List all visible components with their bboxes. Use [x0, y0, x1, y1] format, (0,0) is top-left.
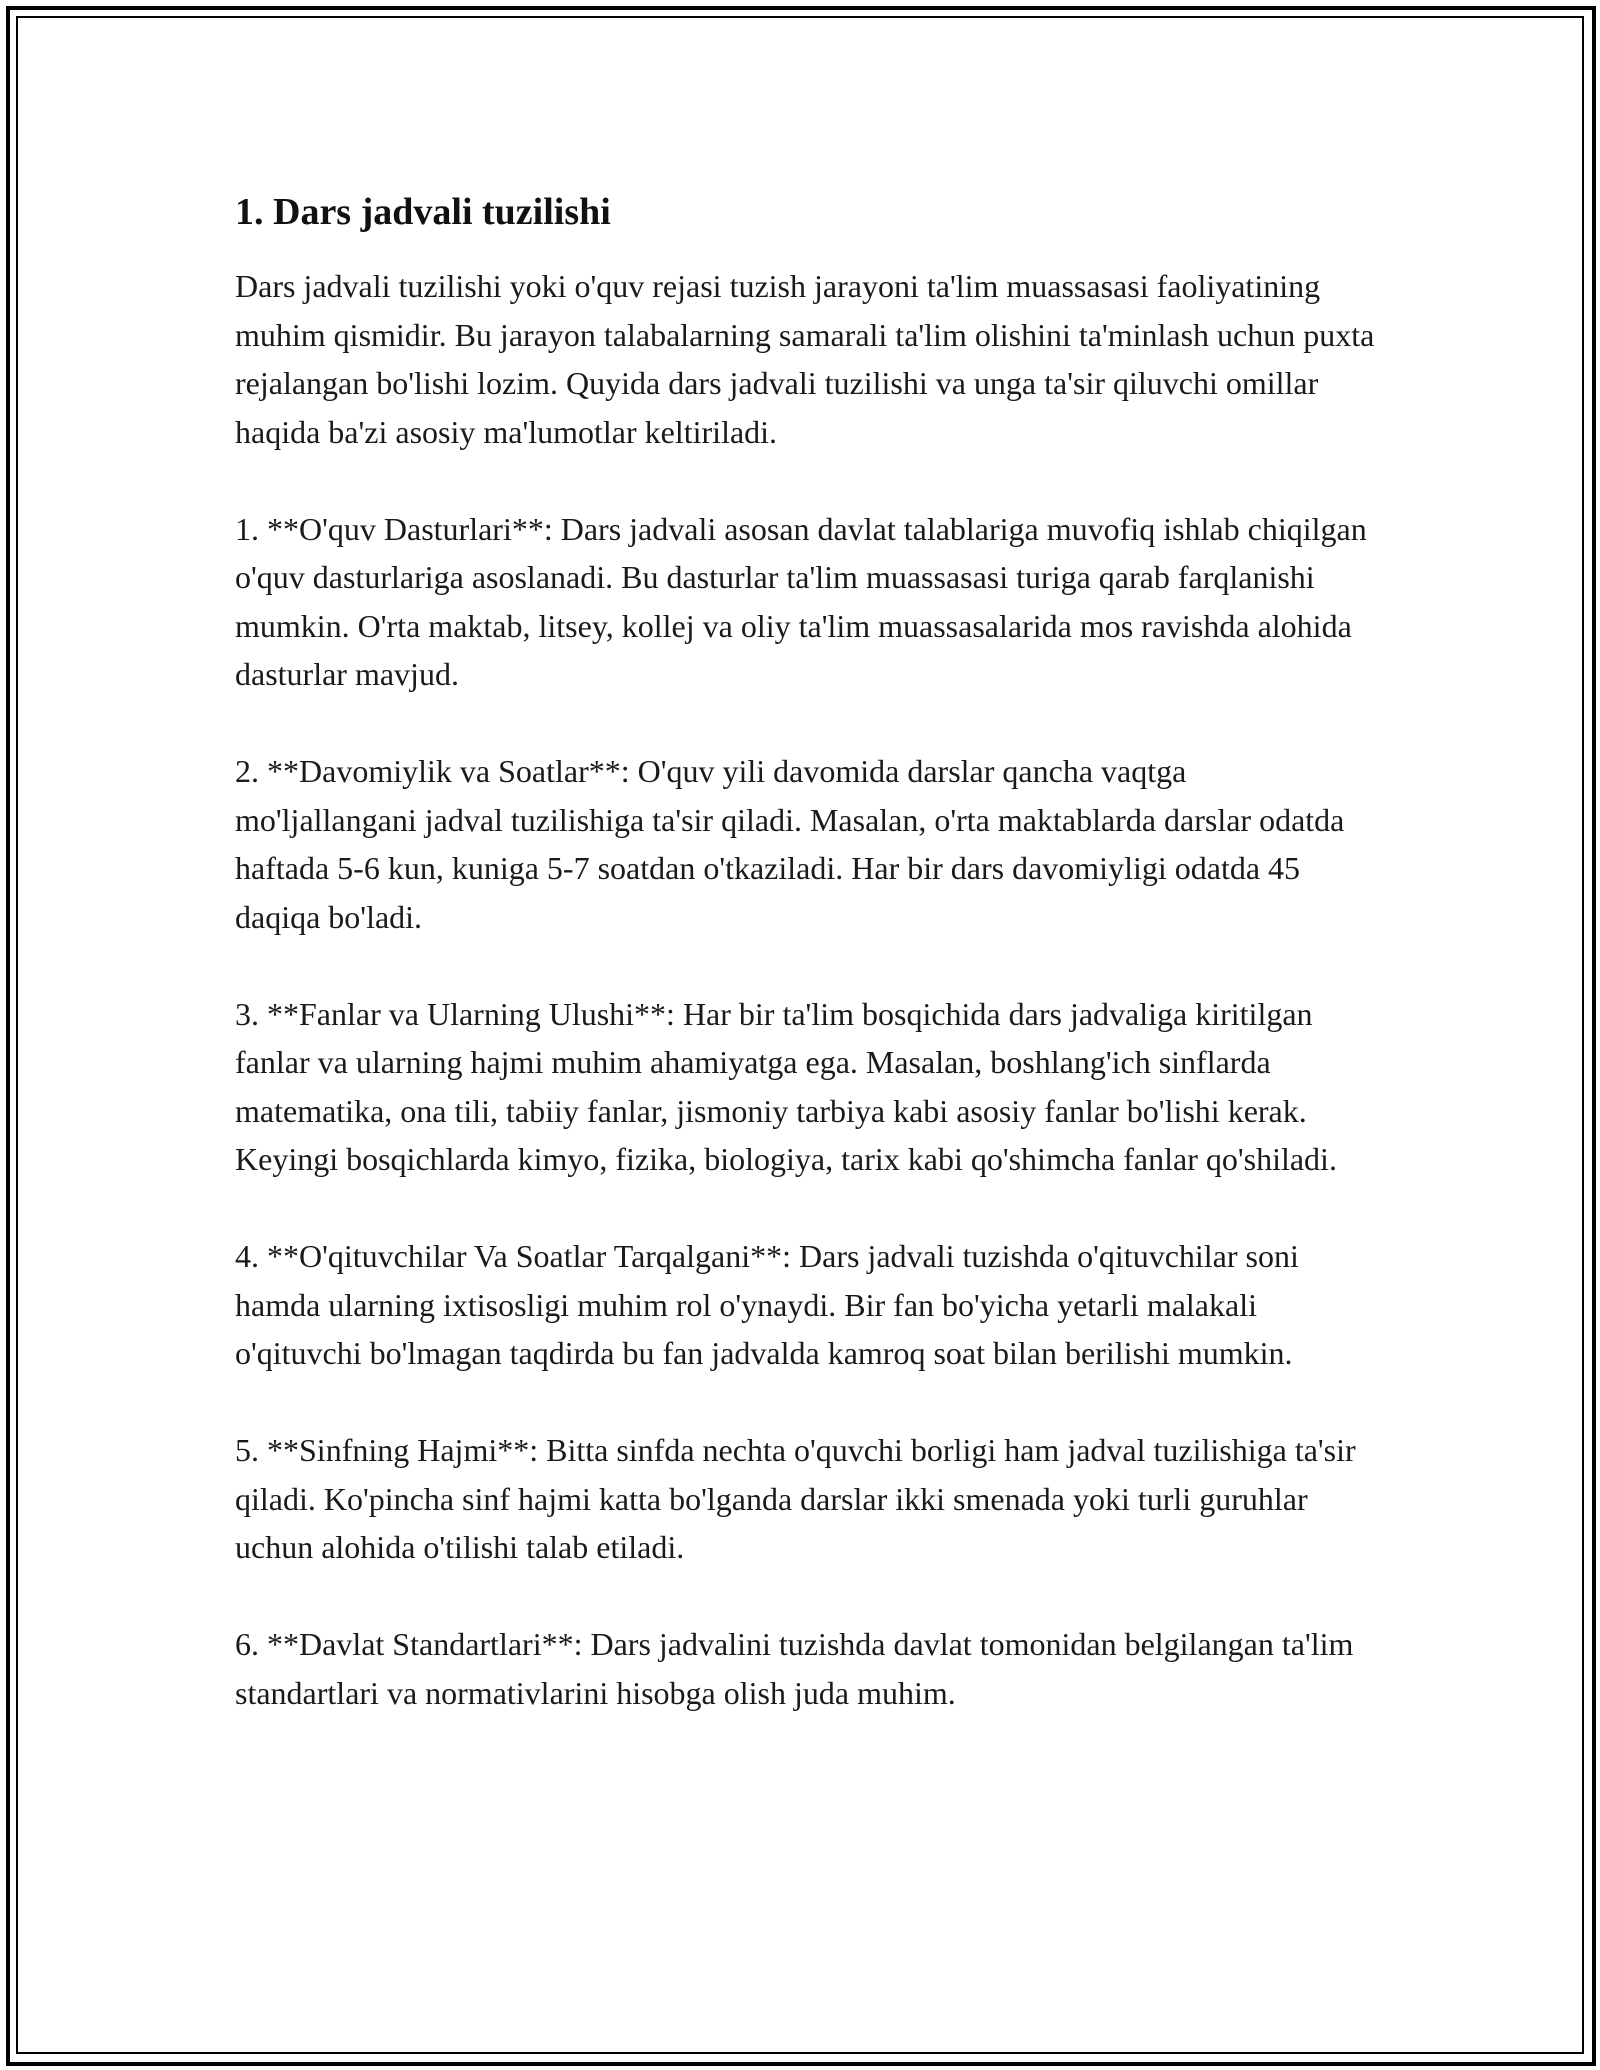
section-heading: 1. Dars jadvali tuzilishi [235, 191, 611, 233]
list-item-curricula: 1. **O'quv Dasturlari**: Dars jadvali asosan davlat talablariga muvofiq ishlab chiqilgan o'quv dasturlariga asoslanadi. Bu dasturlar ta'lim muassasasi turiga qarab farqlanishi mumkin. O'rta maktab, litsey, kollej va oliy ta'lim muassasalarida mos ravishda alohida dasturlar mavjud. [235, 510, 1367, 692]
list-item-teachers-hours: 4. **O'qituvchilar Va Soatlar Tarqalgani**: Dars jadvali tuzishda o'qituvchilar soni hamda ularning ixtisosligi muhim rol o'ynaydi. Bir fan bo'yicha yetarli malakali o'qituvchi bo'lmagan taqdirda bu fan jadvalda kamroq soat bilan berilishi mumkin. [235, 1238, 1299, 1371]
list-item-subjects-share: 3. **Fanlar va Ularning Ulushi**: Har bir ta'lim bosqichida dars jadvaliga kiritilgan fanlar va ularning hajmi muhim ahamiyatga ega. Masalan, boshlang'ich sinflarda matematika, ona tili, tabiiy fanlar, jismoniy tarbiya kabi asosiy fanlar bo'lishi kerak. Keyingi bosqichlarda kimyo, fizika, biologiya, tarix kabi qo'shimcha fanlar qo'shiladi. [235, 995, 1337, 1177]
list-item-class-size: 5. **Sinfning Hajmi**: Bitta sinfda nechta o'quvchi borligi ham jadval tuzilishiga ta'sir qiladi. Ko'pincha sinf hajmi katta bo'lganda darslar ikki smenada yoki turli guruhlar uchun alohida o'tilishi talab etiladi. [235, 1432, 1356, 1565]
document-body [235, 188, 1375, 1717]
list-item-duration-hours: 2. **Davomiylik va Soatlar**: O'quv yili davomida darslar qancha vaqtga mo'ljallangani jadval tuzilishiga ta'sir qiladi. Masalan, o'rta maktablarda darslar odatda haftada 5-6 kun, kuniga 5-7 soatdan o'tkaziladi. Har bir dars davomiyligi odatda 45 daqiqa bo'ladi. [235, 753, 1345, 935]
list-item-state-standards: 6. **Davlat Standartlari**: Dars jadvalini tuzishda davlat tomonidan belgilangan ta'lim standartlari va normativlarini hisobga olish juda muhim. [235, 1626, 1354, 1711]
intro-paragraph: Dars jadvali tuzilishi yoki o'quv rejasi tuzish jarayoni ta'lim muassasasi faoliyatining muhim qismidir. Bu jarayon talabalarning samarali ta'lim olishini ta'minlash uchun puxta rejalangan bo'lishi lozim. Quyida dars jadvali tuzilishi va unga ta'sir qiluvchi omillar haqida ba'zi asosiy ma'lumotlar keltiriladi. [235, 268, 1375, 450]
